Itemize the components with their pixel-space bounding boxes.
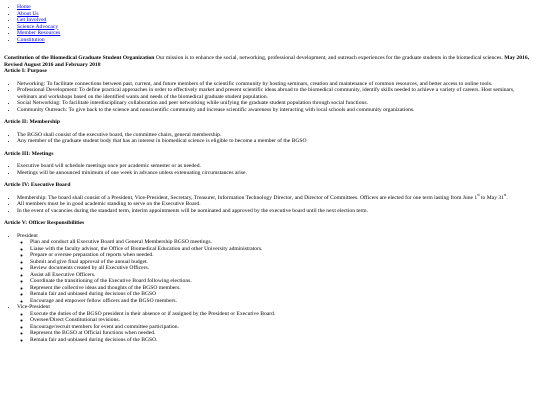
nav-link-science-advocacy[interactable]: Science Advocacy (17, 23, 59, 30)
article-2-heading: Article II: Membership (4, 119, 60, 125)
nav-link-home[interactable]: Home (17, 4, 31, 10)
duty-item: ◦ Review documents created by all Executive Officers. (30, 265, 536, 272)
list-item: • Executive board will schedule meetings once per academic semester or as needed. (17, 163, 536, 170)
article-1-heading: Article I: Purpose (4, 68, 47, 74)
duty-item: ◦ Remain fair and unbiased during decisions of the BGSO. (30, 337, 536, 344)
list-item: • All members must be in good academic standing to serve on the Executive Board. (17, 201, 536, 208)
ordinal-suffix: st (504, 192, 507, 197)
article-3-heading: Article III: Meetings (4, 150, 54, 157)
intro-paragraph (4, 55, 536, 68)
list-item: • Networking: To facilitate connections between past, current, and future members of the scientific community by hosting seminars, creation and maintenance of common resources, and better access to online tools. (17, 81, 536, 88)
article-3-list (4, 163, 536, 176)
officer-president (17, 233, 536, 305)
duty-item: ◦ Liaise with the faculty advisor, the Office of Biomedical Education and other University administrators. (30, 246, 536, 253)
duty-item: ◦ Plan and conduct all Executive Board and General Membership BGSO meetings. (30, 239, 536, 246)
duty-item: ◦ Encourage and empower fellow officers and the BGSO members. (30, 298, 536, 305)
list-item: • Professional Development: To define practical approaches in order to effectively market and present scientific ideas abroad to the biomedical community, identify skills needed to achieve a variety of careers. Host seminars, webinars and workshops based on the identified wants and needs of the biomedical graduate student population. (17, 87, 536, 100)
duty-item: ◦ Prepare or oversee preparation of reports when needed. (30, 252, 536, 259)
nav-link-constitution[interactable]: Constitution (17, 36, 45, 43)
article-5-heading: Article V: Officer Responsibilities (4, 220, 85, 226)
officer-vice-president (17, 304, 536, 343)
nav-link-about[interactable]: About Us (17, 10, 39, 17)
officer-label: Vice-President (17, 304, 50, 310)
article-2-list (4, 132, 536, 145)
ordinal-suffix: st (477, 192, 480, 197)
nav-link-get-involved[interactable]: Get Involved (17, 17, 47, 23)
list-item: • In the event of vacancies during the standard term, interim appointments will be nominated and approved by the executive board until the next election term. (17, 208, 536, 215)
duty-item: ◦ Submit and give final approval of the annual budget. (30, 259, 536, 266)
article-4-list (4, 192, 536, 215)
duty-item: ◦ Execute the duties of the BGSO president in their absence or if assigned by the President or Executive Board. (30, 311, 536, 318)
article-1-list (4, 81, 536, 114)
duty-item: ◦ Coordinate the transitioning of the Executive Board following elections. (30, 278, 536, 285)
document-title: Constitution of the Biomedical Graduate Student Organization (4, 55, 155, 61)
mission-statement: Our mission is to enhance the social, networking, professional development, and outreach experiences for the graduate students in the biomedical sciences. (154, 55, 505, 61)
article-5-list (4, 233, 536, 344)
article-4-heading: Article IV: Executive Board (4, 182, 71, 188)
duty-item: ◦ Oversee/Direct Constitutional revisions. (30, 317, 536, 324)
list-item: • Meetings will be announced minimum of one week in advance unless extenuating circumstances arise. (17, 170, 536, 177)
list-item: • Social Networking: To facilitate interdisciplinary collaboration and peer networking while unifying the graduate student population through social functions. (17, 100, 536, 107)
membership-text-c: . (506, 194, 508, 201)
list-item: • Community Outreach: To give back to the science and nonscientific community and increase scientific awareness by interacting with local schools and community organizations. (17, 107, 536, 114)
officer-label: President (17, 232, 38, 239)
nav-link-member-resources[interactable]: Member Resources (17, 30, 61, 36)
site-nav (4, 4, 536, 43)
list-item: • Any member of the graduate student body that has an interest in biomedical science is eligible to become a member of the BGSO (17, 138, 536, 145)
vice-president-duties-list (17, 311, 536, 344)
duty-item: ◦ Encourage/recruit members for event and committee participation. (30, 324, 536, 331)
nav-item-constitution (17, 37, 536, 44)
membership-text-b: to May 31 (479, 194, 504, 201)
president-duties-list (17, 239, 536, 304)
list-item: • The BGSO shall consist of the executive board, the committee chairs, general membership. (17, 132, 536, 139)
revision-dates: May 2016, Revised August 2016 and February 2018 (4, 55, 530, 68)
duty-item: ◦ Represent the collective ideas and thoughts of the BGSO members. (30, 285, 536, 292)
duty-item: ◦ Assist all Executive Officers. (30, 272, 536, 279)
duty-item: ◦ Remain fair and unbiased during decisions of the BGSO (30, 291, 536, 298)
membership-text-a: Membership: The board shall consist of a President, Vice-President, Secretary, Treasurer, Information Technology Director, and Director of Committees. Officers are elected for one term lasting from June 1 (17, 194, 478, 201)
duty-item: ◦ Represent the BGSO at Official functions when needed. (30, 330, 536, 337)
